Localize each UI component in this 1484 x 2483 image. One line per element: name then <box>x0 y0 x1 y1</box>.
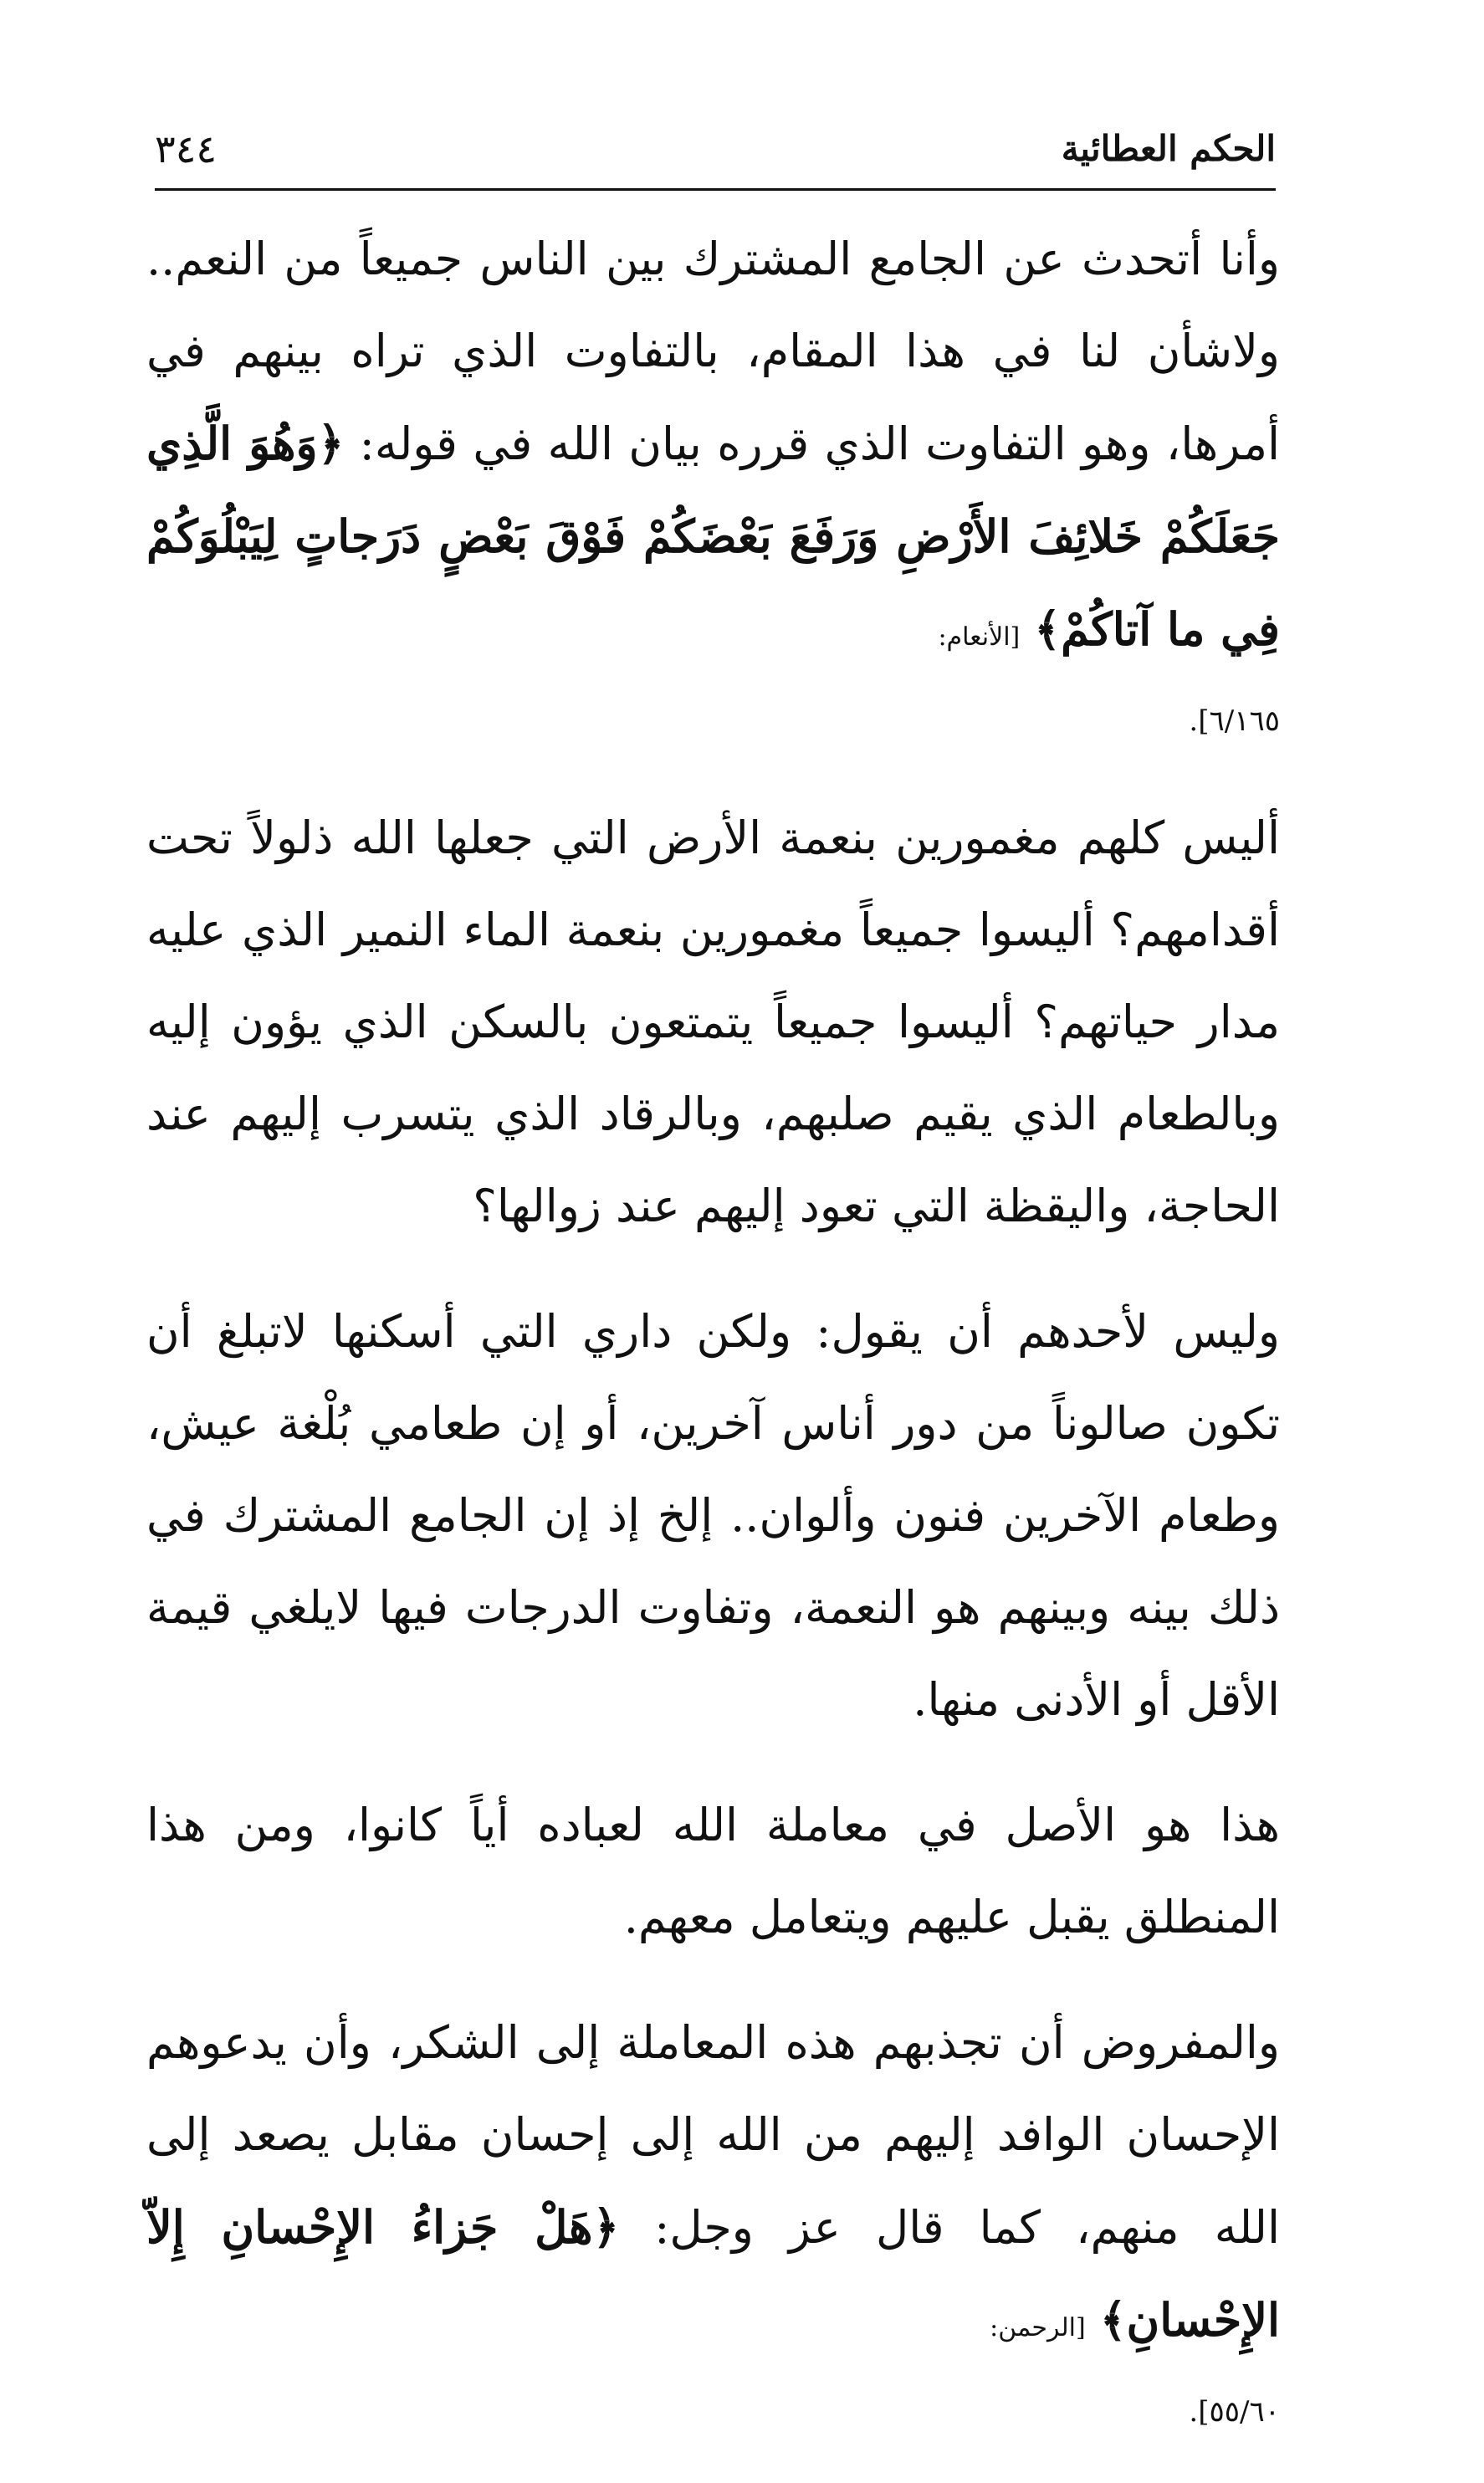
paragraph-text: والمفروض أن تجذبهم هذه المعاملة إلى الشكر، وأن يدعوهم الإحسان الوافد إليهم من الله إلى إحسان مقابل يصعد إلى الله منهم، كما قال عز وجل: <box>146 2016 1281 2254</box>
page-header <box>155 121 1276 191</box>
verse-reference: [الرحمن: <box>990 2313 1086 2342</box>
paragraph-3: وليس لأحدهم أن يقول: ولكن داري التي أسكنها لاتبلغ أن تكون صالوناً من دور أناس آخرين، أو إن طعامي بُلْغة عيش، وطعام الآخرين فنون وألوان.. إلخ إذ إن الجامع المشترك في ذلك بينه وبينهم هو النعمة، وتفاوت الدرجات فيها لايلغي قيمة الأقل أو الأدنى منها. <box>146 1305 1280 1726</box>
paragraph-1 <box>146 213 1280 759</box>
running-title: الحكم العطائية <box>1061 128 1276 169</box>
verse-reference-end: ٦/١٦٥]. <box>1189 704 1280 738</box>
verse-reference: [الأنعام: <box>938 622 1021 652</box>
page-number: ٣٤٤ <box>155 126 217 172</box>
paragraph-2: أليس كلهم مغمورين بنعمة الأرض التي جعلها الله ذلولاً تحت أقدامهم؟ أليسوا جميعاً مغمورين بنعمة الماء النمير الذي عليه مدار حياتهم؟ أليسوا جميعاً يتمتعون بالسكن الذي يؤون إليه وبالطعام الذي يقيم صلبهم، وبالرقاد الذي يتسرب إليهم عند الحاجة، واليقظة التي تعود إليهم عند زوالها؟ <box>146 811 1280 1232</box>
quran-verse: ﴿وَهُوَ الَّذِي جَعَلَكُمْ خَلائِفَ الأَرْضِ وَرَفَعَ بَعْضَكُمْ فَوْقَ بَعْضٍ دَرَجاتٍ لِيَبْلُوَكُمْ فِي ما آتاكُمْ﴾ <box>146 417 1280 656</box>
paragraph-text: وأنا أتحدث عن الجامع المشترك بين الناس جميعاً من النعم.. ولاشأن لنا في هذا المقام، بالتفاوت الذي تراه بينهم في أمرها، وهو التفاوت الذي قرره بيان الله في قوله: <box>146 233 1280 470</box>
page-body <box>146 213 1280 2483</box>
quran-verse: ﴿هَلْ جَزاءُ الإِحْسانِ إِلاّ الإِحْسانِ﴾ <box>146 2200 1280 2347</box>
paragraph-4: هذا هو الأصل في معاملة الله لعباده أياً كانوا، ومن هذا المنطلق يقبل عليهم ويتعامل معهم. <box>146 1799 1280 1943</box>
verse-reference-end: ٥٥/٦٠]. <box>1189 2395 1280 2429</box>
paragraph-5 <box>146 1997 1280 2450</box>
